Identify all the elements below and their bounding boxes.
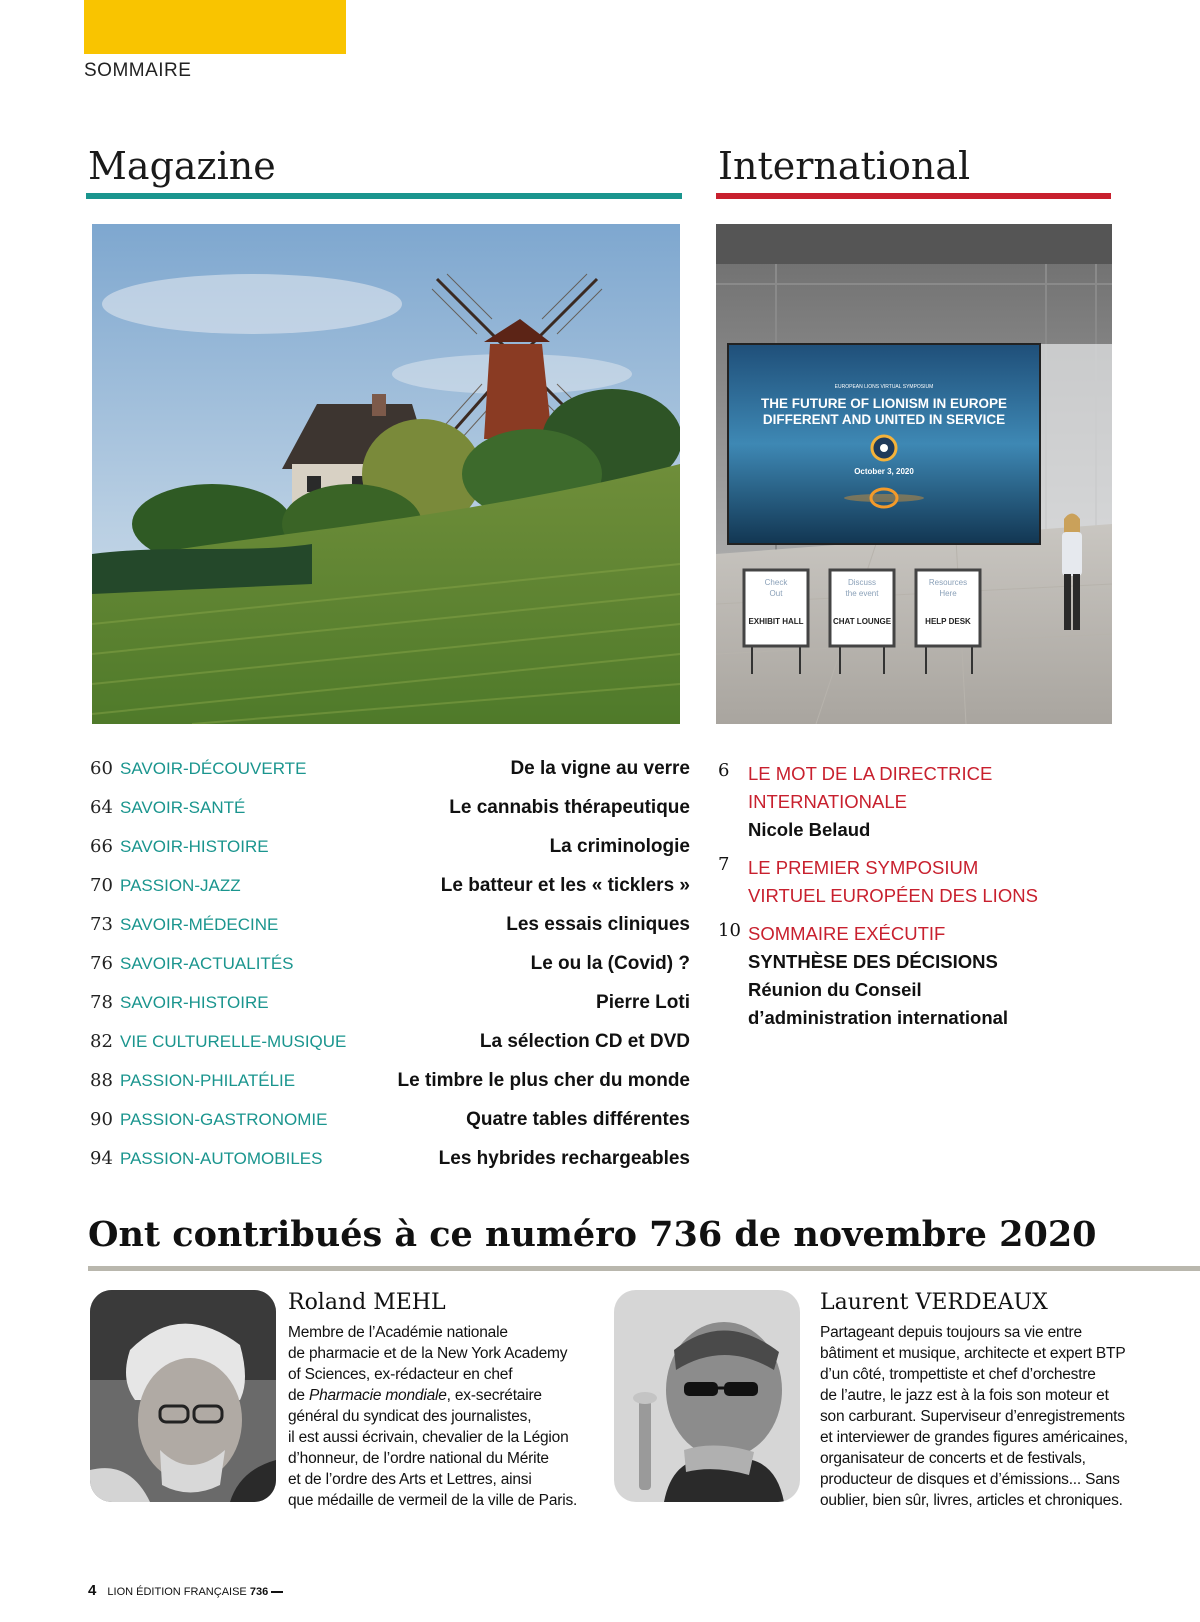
category-label: PASSION-JAZZ — [120, 876, 241, 895]
list-item[interactable] — [90, 758, 690, 796]
svg-text:the event: the event — [845, 589, 879, 598]
page-number: 10 — [718, 920, 741, 941]
publication-name: LION ÉDITION FRANÇAISE — [107, 1586, 247, 1598]
category-label: PASSION-AUTOMOBILES — [120, 1149, 323, 1168]
article-title: Le ou la (Covid) ? — [530, 953, 690, 974]
article-title: Pierre Loti — [596, 992, 690, 1013]
list-item[interactable] — [90, 1109, 690, 1147]
list-item[interactable] — [90, 875, 690, 913]
page-footer — [88, 1582, 283, 1599]
contributors-rule — [88, 1266, 1200, 1271]
screen-line-1: THE FUTURE OF LIONISM IN EUROPE — [760, 396, 1008, 411]
article-title: SYNTHÈSE DES DÉCISIONS — [748, 951, 998, 972]
magazine-heading: Magazine — [88, 144, 276, 188]
list-item[interactable] — [90, 953, 690, 991]
page-number: 76 — [90, 953, 113, 974]
svg-text:Here: Here — [939, 589, 957, 598]
page-number: 78 — [90, 992, 113, 1013]
category-label: SAVOIR-ACTUALITÉS — [120, 954, 294, 973]
contributors-heading: Ont contribués à ce numéro 736 de novembre 2020 — [88, 1214, 1097, 1255]
international-heading: International — [718, 144, 971, 188]
list-item[interactable] — [90, 1070, 690, 1108]
publication-title: Pharmacie mondiale — [308, 1387, 447, 1404]
article-title: Les essais cliniques — [506, 914, 690, 935]
section-label: SOMMAIRE — [84, 60, 192, 81]
list-item[interactable] — [90, 1031, 690, 1069]
list-item[interactable] — [90, 797, 690, 835]
portrait-roland-mehl — [90, 1290, 276, 1502]
article-subtitle-cont: d’administration international — [748, 1007, 1009, 1028]
page-number: 4 — [88, 1582, 97, 1599]
magazine-rule — [86, 193, 682, 199]
issue-number: 736 — [249, 1586, 269, 1598]
svg-text:CHAT LOUNGE: CHAT LOUNGE — [832, 617, 892, 626]
svg-text:EXHIBIT HALL: EXHIBIT HALL — [748, 617, 804, 626]
article-category: LE PREMIER SYMPOSIUM — [748, 857, 979, 878]
svg-text:Resources: Resources — [928, 578, 968, 587]
virtual-symposium-photo — [716, 224, 1112, 724]
page-number: 82 — [90, 1031, 113, 1052]
international-rule — [716, 193, 1111, 199]
yellow-accent-bar — [84, 0, 346, 54]
page-number: 6 — [718, 760, 730, 781]
article-title: Quatre tables différentes — [466, 1109, 690, 1130]
article-category-cont: INTERNATIONALE — [748, 791, 907, 812]
svg-text:Discuss: Discuss — [847, 578, 877, 587]
page-number: 66 — [90, 836, 113, 857]
article-category: SOMMAIRE EXÉCUTIF — [748, 923, 946, 944]
category-label: PASSION-GASTRONOMIE — [120, 1110, 328, 1129]
svg-text:Check: Check — [764, 578, 788, 587]
category-label: SAVOIR-HISTOIRE — [120, 993, 269, 1012]
svg-text:Out: Out — [769, 589, 783, 598]
page-number: 70 — [90, 875, 113, 896]
footer-dash — [271, 1591, 283, 1593]
list-item[interactable] — [90, 836, 690, 874]
article-title: Le cannabis thérapeutique — [449, 797, 690, 818]
windmill-photo — [92, 224, 680, 724]
page-number: 94 — [90, 1148, 113, 1169]
article-title: La sélection CD et DVD — [479, 1031, 690, 1052]
list-item[interactable] — [718, 760, 1138, 844]
contributor-bio: Partageant depuis toujours sa vie entre bâtiment et musique, architecte et expert BTP d’un côté, trompettiste et chef d’orchestre de l’autre, le jazz est à la fois son moteur et son carburant. Superviseur d’enregistrements et interviewer de grandes figures américaines, organisateur de concerts et de festivals, producteur de disques et d’émissions... Sans oublier, bien sûr, livres, articles et chroniques. — [820, 1324, 1128, 1509]
article-author: Nicole Belaud — [748, 819, 871, 840]
page-number: 7 — [718, 854, 730, 875]
screen-line-2: DIFFERENT AND UNITED IN SERVICE — [762, 412, 1006, 427]
list-item[interactable] — [90, 1148, 690, 1186]
category-label: SAVOIR-MÉDECINE — [120, 915, 279, 934]
portrait-laurent-verdeaux — [614, 1290, 800, 1502]
list-item[interactable] — [718, 920, 1138, 1032]
page-number: 64 — [90, 797, 113, 818]
screen-small-text: EUROPEAN LIONS VIRTUAL SYMPOSIUM — [834, 384, 934, 390]
article-title: De la vigne au verre — [510, 758, 690, 779]
article-title: Le timbre le plus cher du monde — [397, 1070, 690, 1091]
category-label: SAVOIR-SANTÉ — [120, 798, 246, 817]
article-category: LE MOT DE LA DIRECTRICE — [748, 763, 993, 784]
contributor-name: Laurent VERDEAUX — [820, 1290, 1048, 1315]
article-category-cont: VIRTUEL EUROPÉEN DES LIONS — [748, 885, 1038, 906]
category-label: SAVOIR-DÉCOUVERTE — [120, 759, 307, 778]
article-title: Les hybrides rechargeables — [438, 1148, 690, 1169]
svg-text:HELP DESK: HELP DESK — [925, 617, 971, 626]
category-label: SAVOIR-HISTOIRE — [120, 837, 269, 856]
article-title: Le batteur et les « ticklers » — [440, 875, 690, 896]
contributor-bio: Membre de l’Académie nationale de pharmacie et de la New York Academy of Sciences, ex-rédacteur en chef de Pharmacie mondiale, ex-secrétaire général du syndicat des journalistes, il est aussi écrivain, chevalier de la Légion d’honneur, de l’ordre national du Mérite et de l’ordre des Arts et Lettres, ainsi que médaille de vermeil de la ville de Paris. — [288, 1324, 578, 1509]
page-number: 90 — [90, 1109, 113, 1130]
article-title: La criminologie — [549, 836, 690, 857]
list-item[interactable] — [718, 854, 1138, 912]
page-number: 60 — [90, 758, 113, 779]
list-item[interactable] — [90, 992, 690, 1030]
page-number: 88 — [90, 1070, 113, 1091]
category-label: PASSION-PHILATÉLIE — [120, 1071, 296, 1090]
page-number: 73 — [90, 914, 113, 935]
list-item[interactable] — [90, 914, 690, 952]
article-subtitle: Réunion du Conseil — [748, 979, 922, 1000]
screen-date: October 3, 2020 — [854, 467, 914, 476]
category-label: VIE CULTURELLE-MUSIQUE — [120, 1032, 347, 1051]
contributor-name: Roland MEHL — [288, 1290, 446, 1315]
